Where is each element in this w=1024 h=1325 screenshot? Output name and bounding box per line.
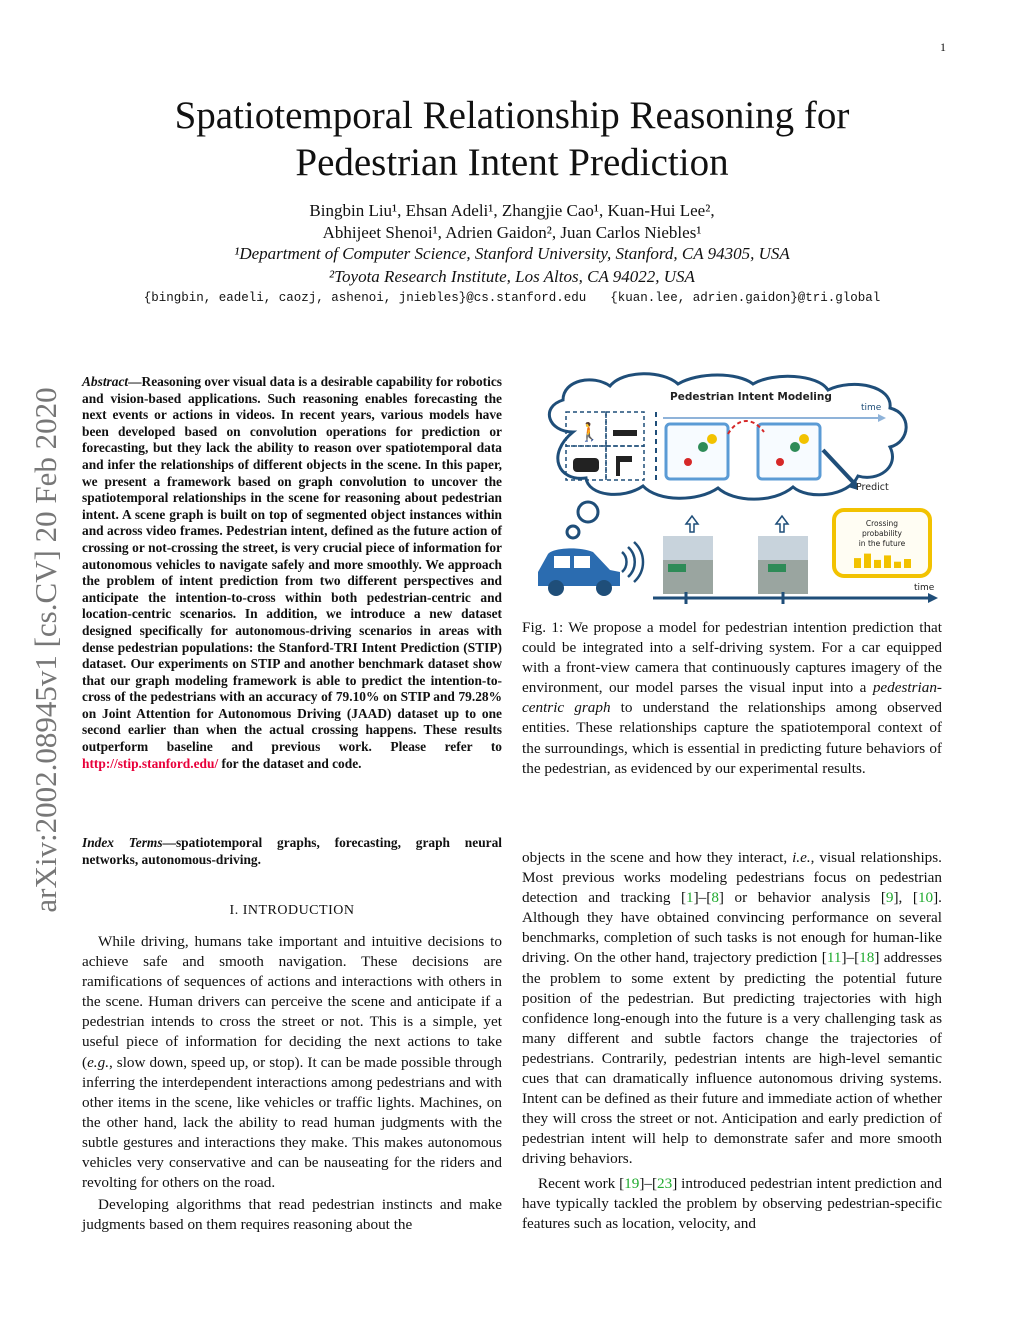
intro-p1-eg: e.g. bbox=[87, 1053, 109, 1071]
crosswalk-icon bbox=[613, 430, 637, 436]
title-line-2: Pedestrian Intent Prediction bbox=[295, 141, 729, 184]
rp1a: objects in the scene and how they interact, bbox=[522, 849, 793, 866]
authors-line-2: Abhijeet Shenoi¹, Adrien Gaidon², Juan Carlos Niebles¹ bbox=[322, 223, 702, 242]
index-text: —spatiotemporal graphs, forecasting, graph neural networks, autonomous-driving. bbox=[82, 835, 502, 867]
box-line-3: in the future bbox=[858, 539, 906, 548]
thought-bubble-1 bbox=[578, 502, 598, 522]
time-label-bottom: time bbox=[914, 583, 935, 593]
rp2a: Recent work [ bbox=[538, 1174, 625, 1192]
probability-bar bbox=[884, 555, 891, 568]
box-line-2: probability bbox=[861, 529, 903, 538]
affiliation-2: ²Toyota Research Institute, Los Altos, CA 94022, USA bbox=[329, 267, 695, 286]
intro-p1-a: While driving, humans take important and intuitive decisions to achieve safe and smooth navigation. These decisions are ramifications of sequences of actions and interactions with others in the scene. Human drivers can perceive the scene and anticipate if a pedestrian intends to cross the street or not. This is a simple, yet useful piece of information for deciding the next actions to take ( bbox=[82, 933, 502, 1071]
citation-10[interactable]: 10 bbox=[917, 889, 934, 907]
probability-bar bbox=[904, 559, 911, 568]
rp2b: ] introduced pedestrian intent prediction and have typically tackled the problem by observing pedestrian-specific features such as location, velocity, and bbox=[522, 1174, 942, 1232]
paper-title bbox=[0, 92, 1024, 186]
email-stanford[interactable]: {bingbin, eadeli, caozj, ashenoi, jniebles}@cs.stanford.edu bbox=[143, 291, 587, 305]
citation-11[interactable]: 11 bbox=[826, 949, 842, 967]
title-line-1: Spatiotemporal Relationship Reasoning for bbox=[174, 94, 850, 137]
box-line-1: Crossing bbox=[865, 519, 899, 528]
authors bbox=[0, 200, 1024, 244]
citation-1[interactable]: 1 bbox=[686, 889, 694, 907]
probability-bar bbox=[854, 558, 861, 568]
emails bbox=[0, 291, 1024, 305]
car-icon bbox=[573, 458, 599, 472]
abstract-text: —Reasoning over visual data is a desirable capability for robotics and vision-based applications. Such reasoning enables forecasting the next events or actions in videos. In recent years, various models have been developed based on convolution operations for prediction or forecasting, but they lack the ability to reason over spatiotemporal data and infer the relationships of different objects in the scene. In this paper, we present a framework based on graph convolution to uncover the spatiotemporal relationships in the scene for reasoning about pedestrian intent. A scene graph is built on top of segmented object instances within and across video frames. Pedestrian intent, defined as the future action of crossing or not-crossing the street, is very crucial piece of information for autonomous vehicles to navigate safely and more smoothly. We approach the problem of intent prediction from two different perspectives and anticipate the intention-to-cross within both pedestrian-centric and location-centric scenarios. In addition, we introduce a new dataset designed specifically for autonomous-driving scenarios in areas with dense pedestrian populations: the Stanford-TRI Intent Prediction (STIP) dataset. Our experiments on STIP and another benchmark dataset show that our graph modeling framework is able to predict the intention-to-cross of the pedestrians with an accuracy of 79.10% on STIP and 79.28% on Joint Attention for Autonomous Driving (JAAD) dataset up to one second earlier than when the actual crossing happens. These results outperform baseline and previous work. Please refer to bbox=[82, 374, 502, 755]
cloud-title: Pedestrian Intent Modeling bbox=[670, 391, 832, 403]
arxiv-identifier[interactable]: arXiv:2002.08945v1 [cs.CV] 20 Feb 2020 bbox=[28, 387, 63, 913]
probability-bar bbox=[864, 554, 871, 568]
right-body bbox=[522, 848, 942, 1234]
rp1ie: i.e. bbox=[792, 849, 811, 866]
intro-paragraph-1 bbox=[82, 932, 502, 1193]
figure-caption bbox=[522, 618, 942, 779]
citation-18[interactable]: 18 bbox=[859, 949, 875, 967]
intro-p1-b: , slow down, speed up, or stop). It can be made possible through inferring the interdependent interactions among pedestrians and with other items in the scene, like vehicles or traffic lights. Machines, on the other hand, lack the ability to read human judgments with the subtle gestures and interactions they make. This makes autonomous vehicles very conservative and can be nauseating for the riders and revolting for others on the road. bbox=[82, 1053, 502, 1192]
email-tri[interactable]: {kuan.lee, adrien.gaidon}@tri.global bbox=[610, 291, 881, 305]
rp1e: ] addresses the problem to some extent by predicting the potential future position of the pedestrian. But predicting trajectories with high confidence long-enough into the future is a very challenging task as many different and subtle factors change the trajectories of pedestrians. Contrarily, pedestrian intents are high-level semantic cues that can dramatically influence autonomous driving systems. Intent can be defined as their future and immediate action of whether they will cross the street or not. Anticipation and early prediction of pedestrian intent will help to demonstrate safer and more smooth driving behaviors. bbox=[522, 949, 943, 1168]
predict-label: Predict bbox=[856, 482, 889, 493]
section-heading: I. INTRODUCTION bbox=[229, 903, 355, 918]
signal-icon bbox=[622, 552, 627, 572]
up-arrow-2 bbox=[776, 516, 788, 532]
page-number: 1 bbox=[940, 40, 946, 54]
authors-line-1: Bingbin Liu¹, Ehsan Adeli¹, Zhangjie Cao¹, Kuan-Hui Lee², bbox=[309, 201, 715, 220]
graph-frame-1 bbox=[666, 424, 728, 479]
abstract-lead: Abstract bbox=[82, 374, 129, 389]
index-terms bbox=[82, 835, 502, 868]
time-label-top: time bbox=[861, 403, 882, 413]
right-paragraph-1: objects in the scene and how they interact, i.e., visual relationships. Most previous works modeling pedestrians focus on pedestrian detection and tracking [1]–[8] or behavior analysis [9], [10]. Although they have obtained convincing performance on several benchmarks, completion of such tasks is not enough for human-like driving. On the other hand, trajectory prediction [11]–[18] addresses the problem to some extent by predicting the potential future position of the pedestrian. But predicting trajectories with high confidence long-enough into the future is a very challenging task as many different and subtle factors change the trajectories of pedestrians. Contrarily, pedestrian intents are high-level semantic cues that can dramatically influence autonomous driving systems. Intent can be defined as their future and immediate action of whether they will cross the street or not. Anticipation and early prediction of pedestrian intent will help to demonstrate safer and more smooth driving behaviors. bbox=[522, 849, 943, 1168]
rp1b: , visual relationships. Most previous works modeling pedestrians focus on pedestrian detection and tracking [ bbox=[522, 849, 942, 907]
dataset-link[interactable]: http://stip.stanford.edu/ bbox=[82, 755, 219, 771]
caption-b: to understand the relationships among observed entities. These relationships capture the spatiotemporal context of the surroundings, which is essential in predicting future behaviors of the pedestrian, as evidenced by our experimental results. bbox=[522, 699, 942, 777]
figure-1 bbox=[518, 372, 948, 610]
abstract bbox=[82, 374, 502, 772]
rp1c: ] or behavior analysis [ bbox=[718, 889, 886, 907]
up-arrow-1 bbox=[686, 516, 698, 532]
pedestrian-icon: 🚶 bbox=[578, 422, 601, 442]
citation-19[interactable]: 19 bbox=[624, 1174, 640, 1192]
rp1d: ]. Although they have obtained convincing performance on several benchmarks, completion of such tasks is not enough for human-like driving. On the other hand, trajectory prediction [ bbox=[522, 889, 942, 967]
affiliation-1: ¹Department of Computer Science, Stanford University, Stanford, CA 94305, USA bbox=[234, 244, 790, 263]
abstract-tail: for the dataset and code. bbox=[218, 755, 362, 771]
index-lead: Index Terms bbox=[82, 835, 163, 850]
sign-icon bbox=[616, 456, 620, 476]
right-paragraph-2: Recent work [19]–[23] introduced pedestrian intent prediction and have typically tackled the problem by observing pedestrian-specific features such as location, velocity, and bbox=[522, 1174, 942, 1232]
citation-9[interactable]: 9 bbox=[885, 889, 894, 907]
intro-body bbox=[82, 932, 502, 1235]
graph-frame-2 bbox=[758, 424, 820, 479]
probability-bar bbox=[874, 560, 881, 568]
caption-a: Fig. 1: We propose a model for pedestrian intention prediction that could be integrated into a self-driving system. For a car equipped with a front-view camera that continuously captures imagery of the environment, our model parses the visual input into a bbox=[522, 619, 942, 697]
thought-bubble-2 bbox=[567, 526, 579, 538]
citation-23[interactable]: 23 bbox=[657, 1174, 673, 1192]
probability-bar bbox=[894, 562, 901, 568]
caption-em: pedestrian-centric graph bbox=[522, 679, 942, 717]
citation-8[interactable]: 8 bbox=[711, 889, 719, 907]
intro-paragraph-2: Developing algorithms that read pedestrian instincts and make judgments based on them requires reasoning about the bbox=[82, 1196, 502, 1234]
